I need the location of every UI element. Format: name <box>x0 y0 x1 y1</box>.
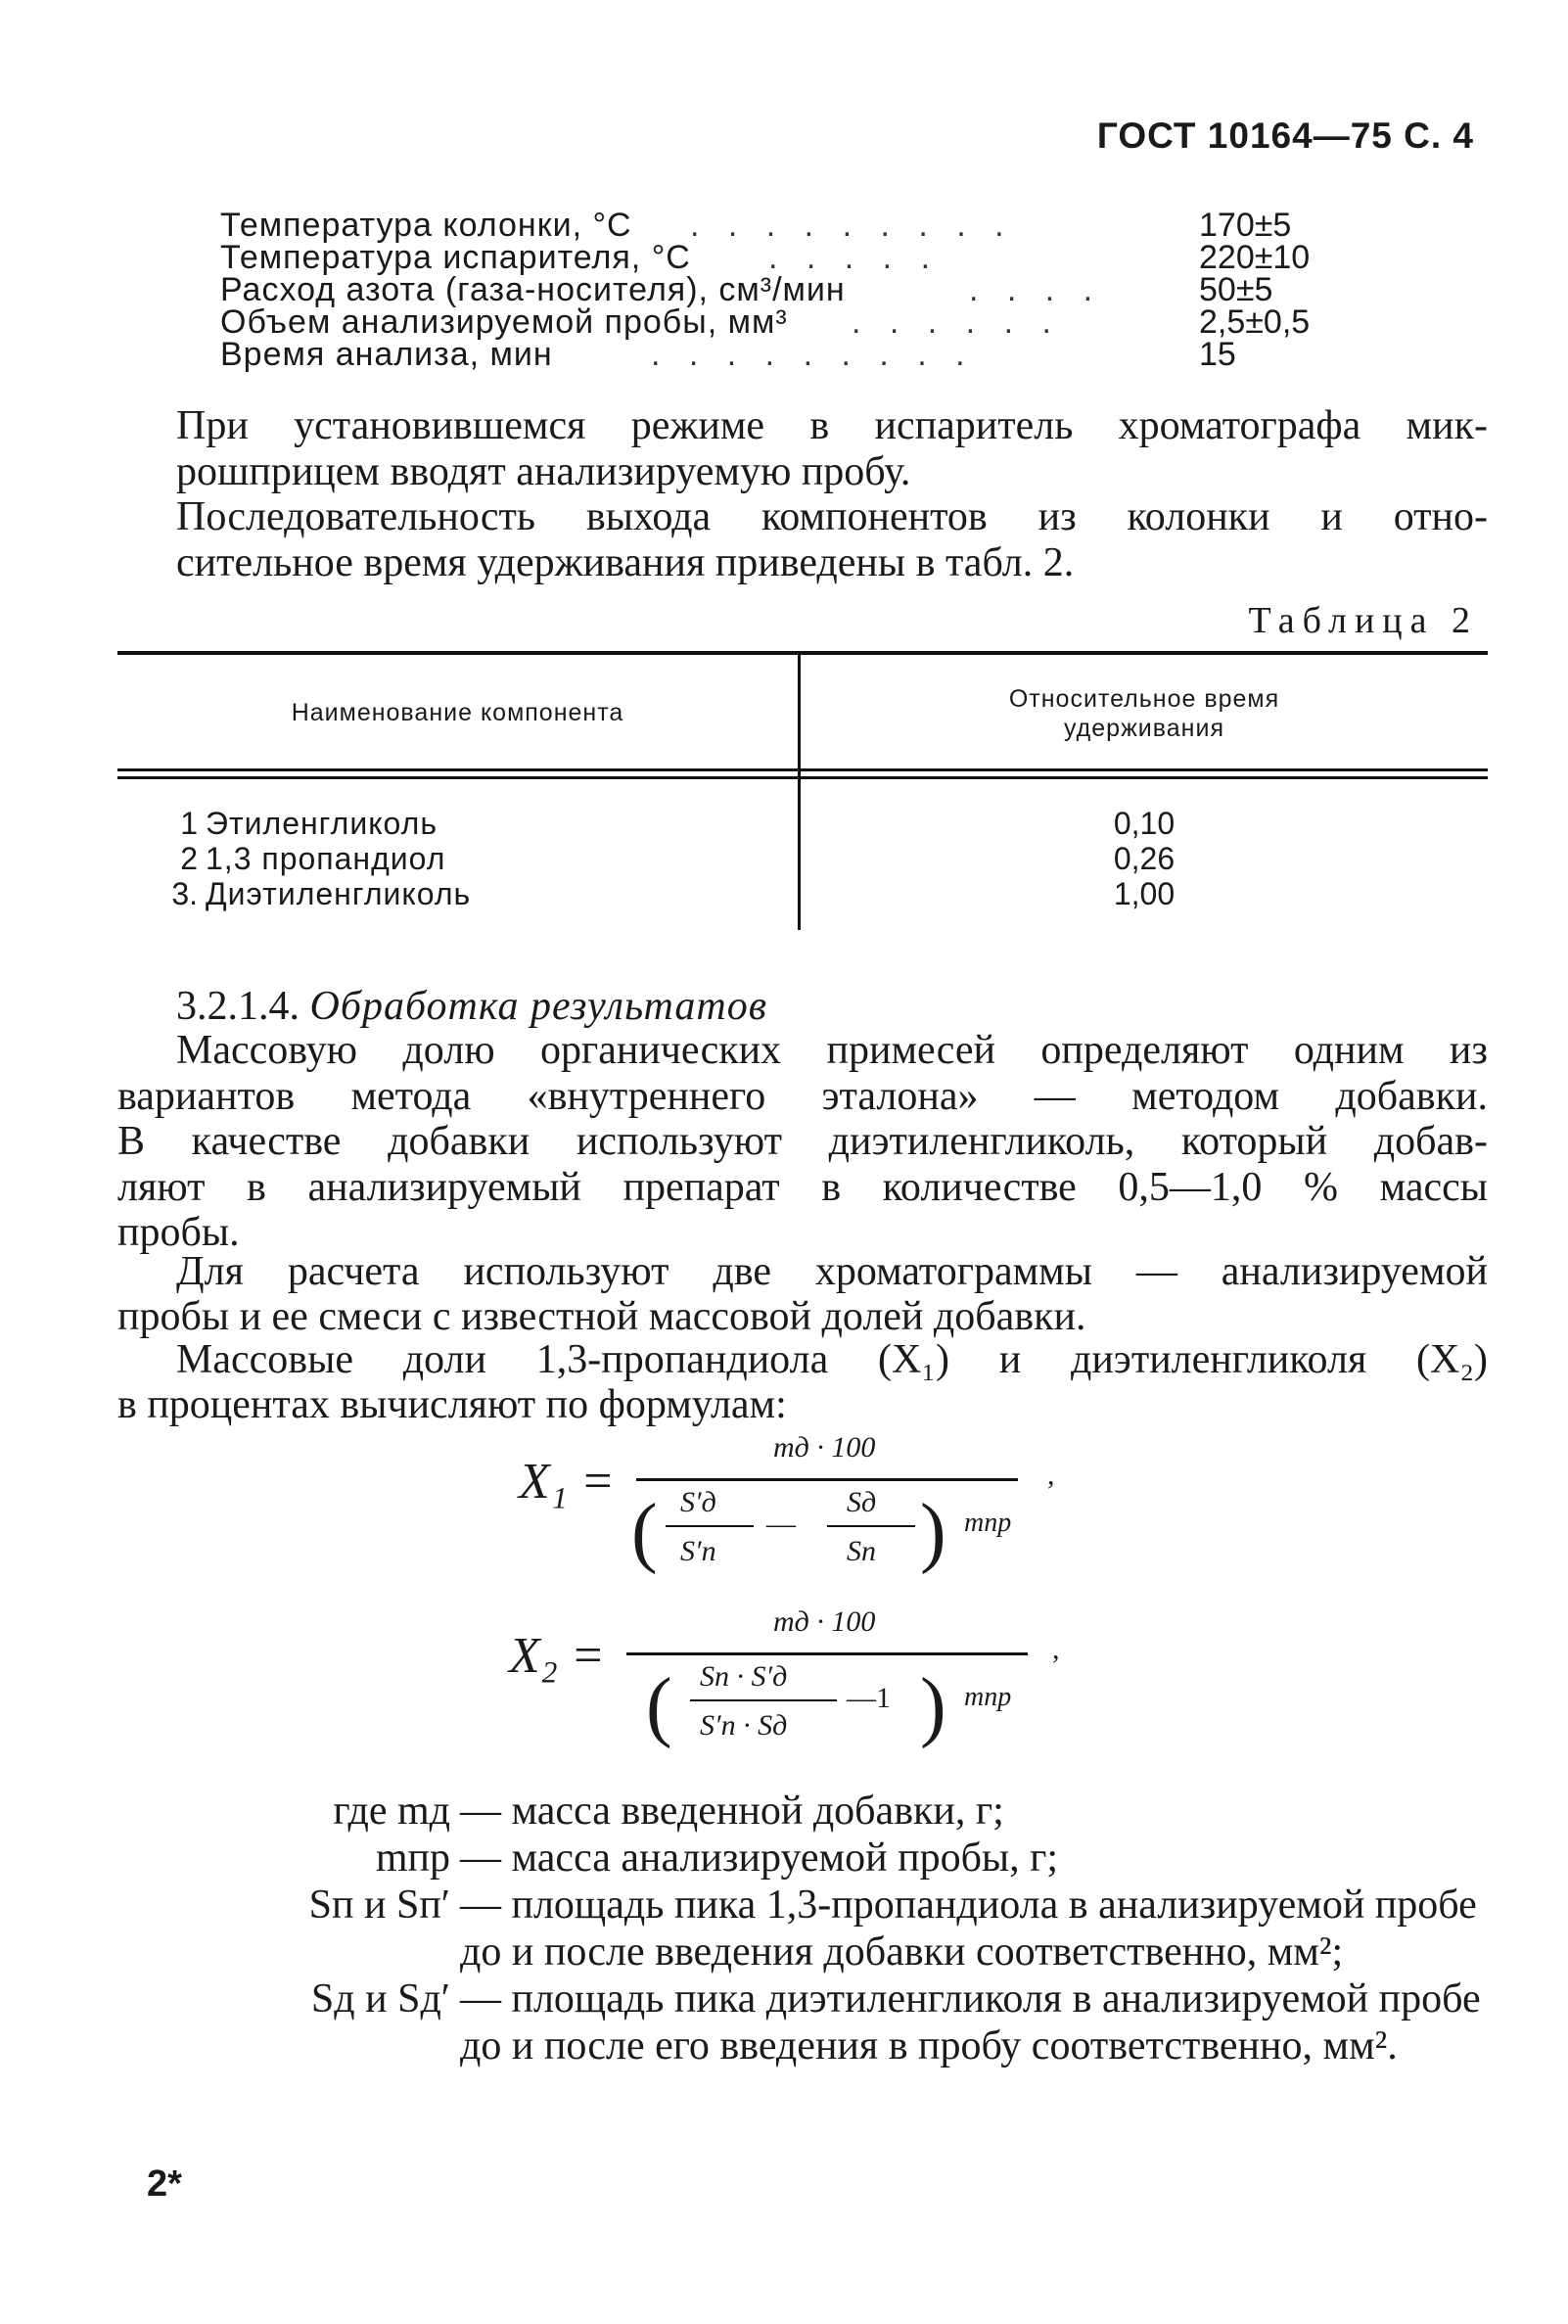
table-header-retention <box>801 684 1488 743</box>
definition-row <box>147 1788 1498 1835</box>
component-name: 1,3 пропандиол <box>206 841 446 876</box>
leader-dots: . . . . . . <box>852 303 1061 341</box>
formula-numerator: mд · 100 <box>773 1605 876 1638</box>
row-number: 3. <box>171 876 198 911</box>
data-table <box>117 651 1488 930</box>
minus-sign: — <box>766 1508 796 1540</box>
definition-text: — площадь пика диэтиленгликоля в анализируемой пробе до и после его введения в пробу соответственно, мм². <box>460 1976 1481 2068</box>
param-label: Объем анализируемой пробы, мм³ <box>220 303 788 341</box>
param-value: 170±5 <box>1199 207 1292 244</box>
definition-row <box>147 1835 1498 1882</box>
param-value: 220±10 <box>1199 239 1311 276</box>
leader-dots: . . . . . <box>768 239 941 276</box>
fraction-bar <box>666 1525 754 1527</box>
formula-x1 <box>519 1431 1106 1617</box>
definition-term: где mд <box>333 1789 450 1834</box>
param-row <box>220 336 1326 373</box>
table-title: Таблица 2 <box>1248 600 1478 641</box>
table-row <box>117 876 1488 911</box>
fraction-a-denominator: S′п <box>680 1535 716 1567</box>
open-paren: ( <box>646 1663 672 1749</box>
comma: , <box>1052 1633 1060 1665</box>
sample-mass: mпр <box>964 1682 1012 1712</box>
paragraph-line: ляют в анализируемый препарат в количестве 0,5—1,0 % массы <box>117 1165 1488 1210</box>
definition-text: — масса анализируемой пробы, г; <box>460 1836 1059 1881</box>
formula-lhs: X₂ = <box>509 1628 605 1684</box>
param-row <box>220 239 1326 276</box>
comma: , <box>1047 1459 1055 1491</box>
definition-row <box>147 1975 1498 2069</box>
fraction-b-denominator: Sп <box>847 1535 876 1567</box>
definition-term: Sд и Sд′ <box>310 1976 450 2022</box>
param-row <box>220 271 1326 308</box>
fraction-bar <box>626 1652 1028 1655</box>
definition-term: Sп и Sп′ <box>308 1882 450 1928</box>
formula-x2 <box>509 1605 1116 1791</box>
parameter-list <box>220 209 1326 371</box>
fraction-numerator: Sп · S′д <box>700 1660 788 1693</box>
definition-text: — площадь пика 1,3-пропандиола в анализируемой пробе до и после введения добавки соответственно, мм²; <box>460 1882 1477 1975</box>
leader-dots: . . . . . . . . . <box>690 207 1014 244</box>
paragraph-line: в процентах вычисляют по формулам: <box>117 1382 787 1427</box>
paragraph-line: При установившемся режиме в испаритель хроматографа мик- <box>176 403 1488 448</box>
paragraph-line: Для расчета используют две хроматограммы — анализируемой <box>176 1249 1488 1294</box>
paragraph-line: Массовые доли 1,3-пропандиола (X₁) и диэтиленгликоля (X₂) <box>176 1337 1488 1382</box>
fraction-a-numerator: S′д <box>680 1486 716 1518</box>
leader-dots: . . . . <box>969 271 1103 308</box>
param-value: 15 <box>1199 336 1236 373</box>
retention-value: 1,00 <box>1113 876 1176 911</box>
table-header-component: Наименование компонента <box>291 699 624 726</box>
paragraph-line: рошприцем вводят анализируемую пробу. <box>176 449 911 494</box>
component-name: Этиленгликоль <box>206 806 438 841</box>
paragraph-line: вариантов метода «внутреннего эталона» — методом добавки. <box>117 1074 1488 1119</box>
retention-value: 0,10 <box>1113 806 1176 841</box>
definitions-list <box>147 1788 1498 2069</box>
minus-one: —1 <box>847 1682 891 1714</box>
section-title: Обработка результатов <box>309 984 767 1029</box>
header-line: Относительное время <box>1008 685 1280 713</box>
section-number: 3.2.1.4. <box>176 984 300 1029</box>
param-value: 50±5 <box>1199 271 1273 308</box>
param-label: Время анализа, мин <box>220 336 553 373</box>
paragraph-line: пробы и ее смеси с известной массовой долей добавки. <box>117 1294 1086 1339</box>
open-paren: ( <box>631 1489 658 1575</box>
sample-mass: mпр <box>964 1508 1012 1538</box>
param-value: 2,5±0,5 <box>1199 303 1311 341</box>
fraction-bar <box>636 1478 1018 1481</box>
component-name: Диэтиленгликоль <box>206 876 472 911</box>
param-row <box>220 209 1326 242</box>
table-header-rule <box>117 776 1488 779</box>
table-header-rule <box>117 768 1488 771</box>
param-row <box>220 303 1326 341</box>
fraction-denominator: S′п · Sд <box>700 1709 788 1742</box>
definition-text: — масса введенной добавки, г; <box>460 1789 1004 1834</box>
table-row <box>117 841 1488 876</box>
doc-reference: ГОСТ 10164—75 С. 4 <box>1096 116 1474 156</box>
page-signature-mark: 2* <box>147 2163 182 2205</box>
table-row <box>117 806 1488 841</box>
retention-value: 0,26 <box>1113 841 1176 876</box>
fraction-b-numerator: Sд <box>847 1486 877 1518</box>
fraction-bar <box>827 1525 915 1527</box>
paragraph-line: сительное время удерживания приведены в табл. 2. <box>176 540 1075 585</box>
row-number: 2 <box>180 841 198 876</box>
param-label: Расход азота (газа-носителя), см³/мин <box>220 271 846 308</box>
formula-lhs: X₁ = <box>519 1454 615 1510</box>
paragraph-line: В качестве добавки используют диэтиленгликоль, который добав- <box>117 1119 1488 1164</box>
close-paren: ) <box>920 1663 946 1749</box>
table-top-rule <box>117 651 1488 655</box>
leader-dots: . . . . . . . . . <box>651 336 975 373</box>
param-label: Температура испарителя, °С <box>220 239 691 276</box>
row-number: 1 <box>180 806 198 841</box>
section-heading <box>176 983 767 1030</box>
fraction-bar <box>690 1699 837 1701</box>
definition-row <box>147 1882 1498 1975</box>
paragraph-line: Массовую долю органических примесей определяют одним из <box>176 1028 1488 1073</box>
paragraph-line: Последовательность выхода компонентов из колонки и отно- <box>176 494 1488 539</box>
definition-term: mпр <box>375 1836 450 1881</box>
close-paren: ) <box>920 1489 946 1575</box>
param-label: Температура колонки, °С <box>220 207 632 244</box>
paragraph-line: пробы. <box>117 1210 240 1255</box>
header-line: удерживания <box>1064 715 1224 742</box>
formula-numerator: mд · 100 <box>773 1431 876 1464</box>
